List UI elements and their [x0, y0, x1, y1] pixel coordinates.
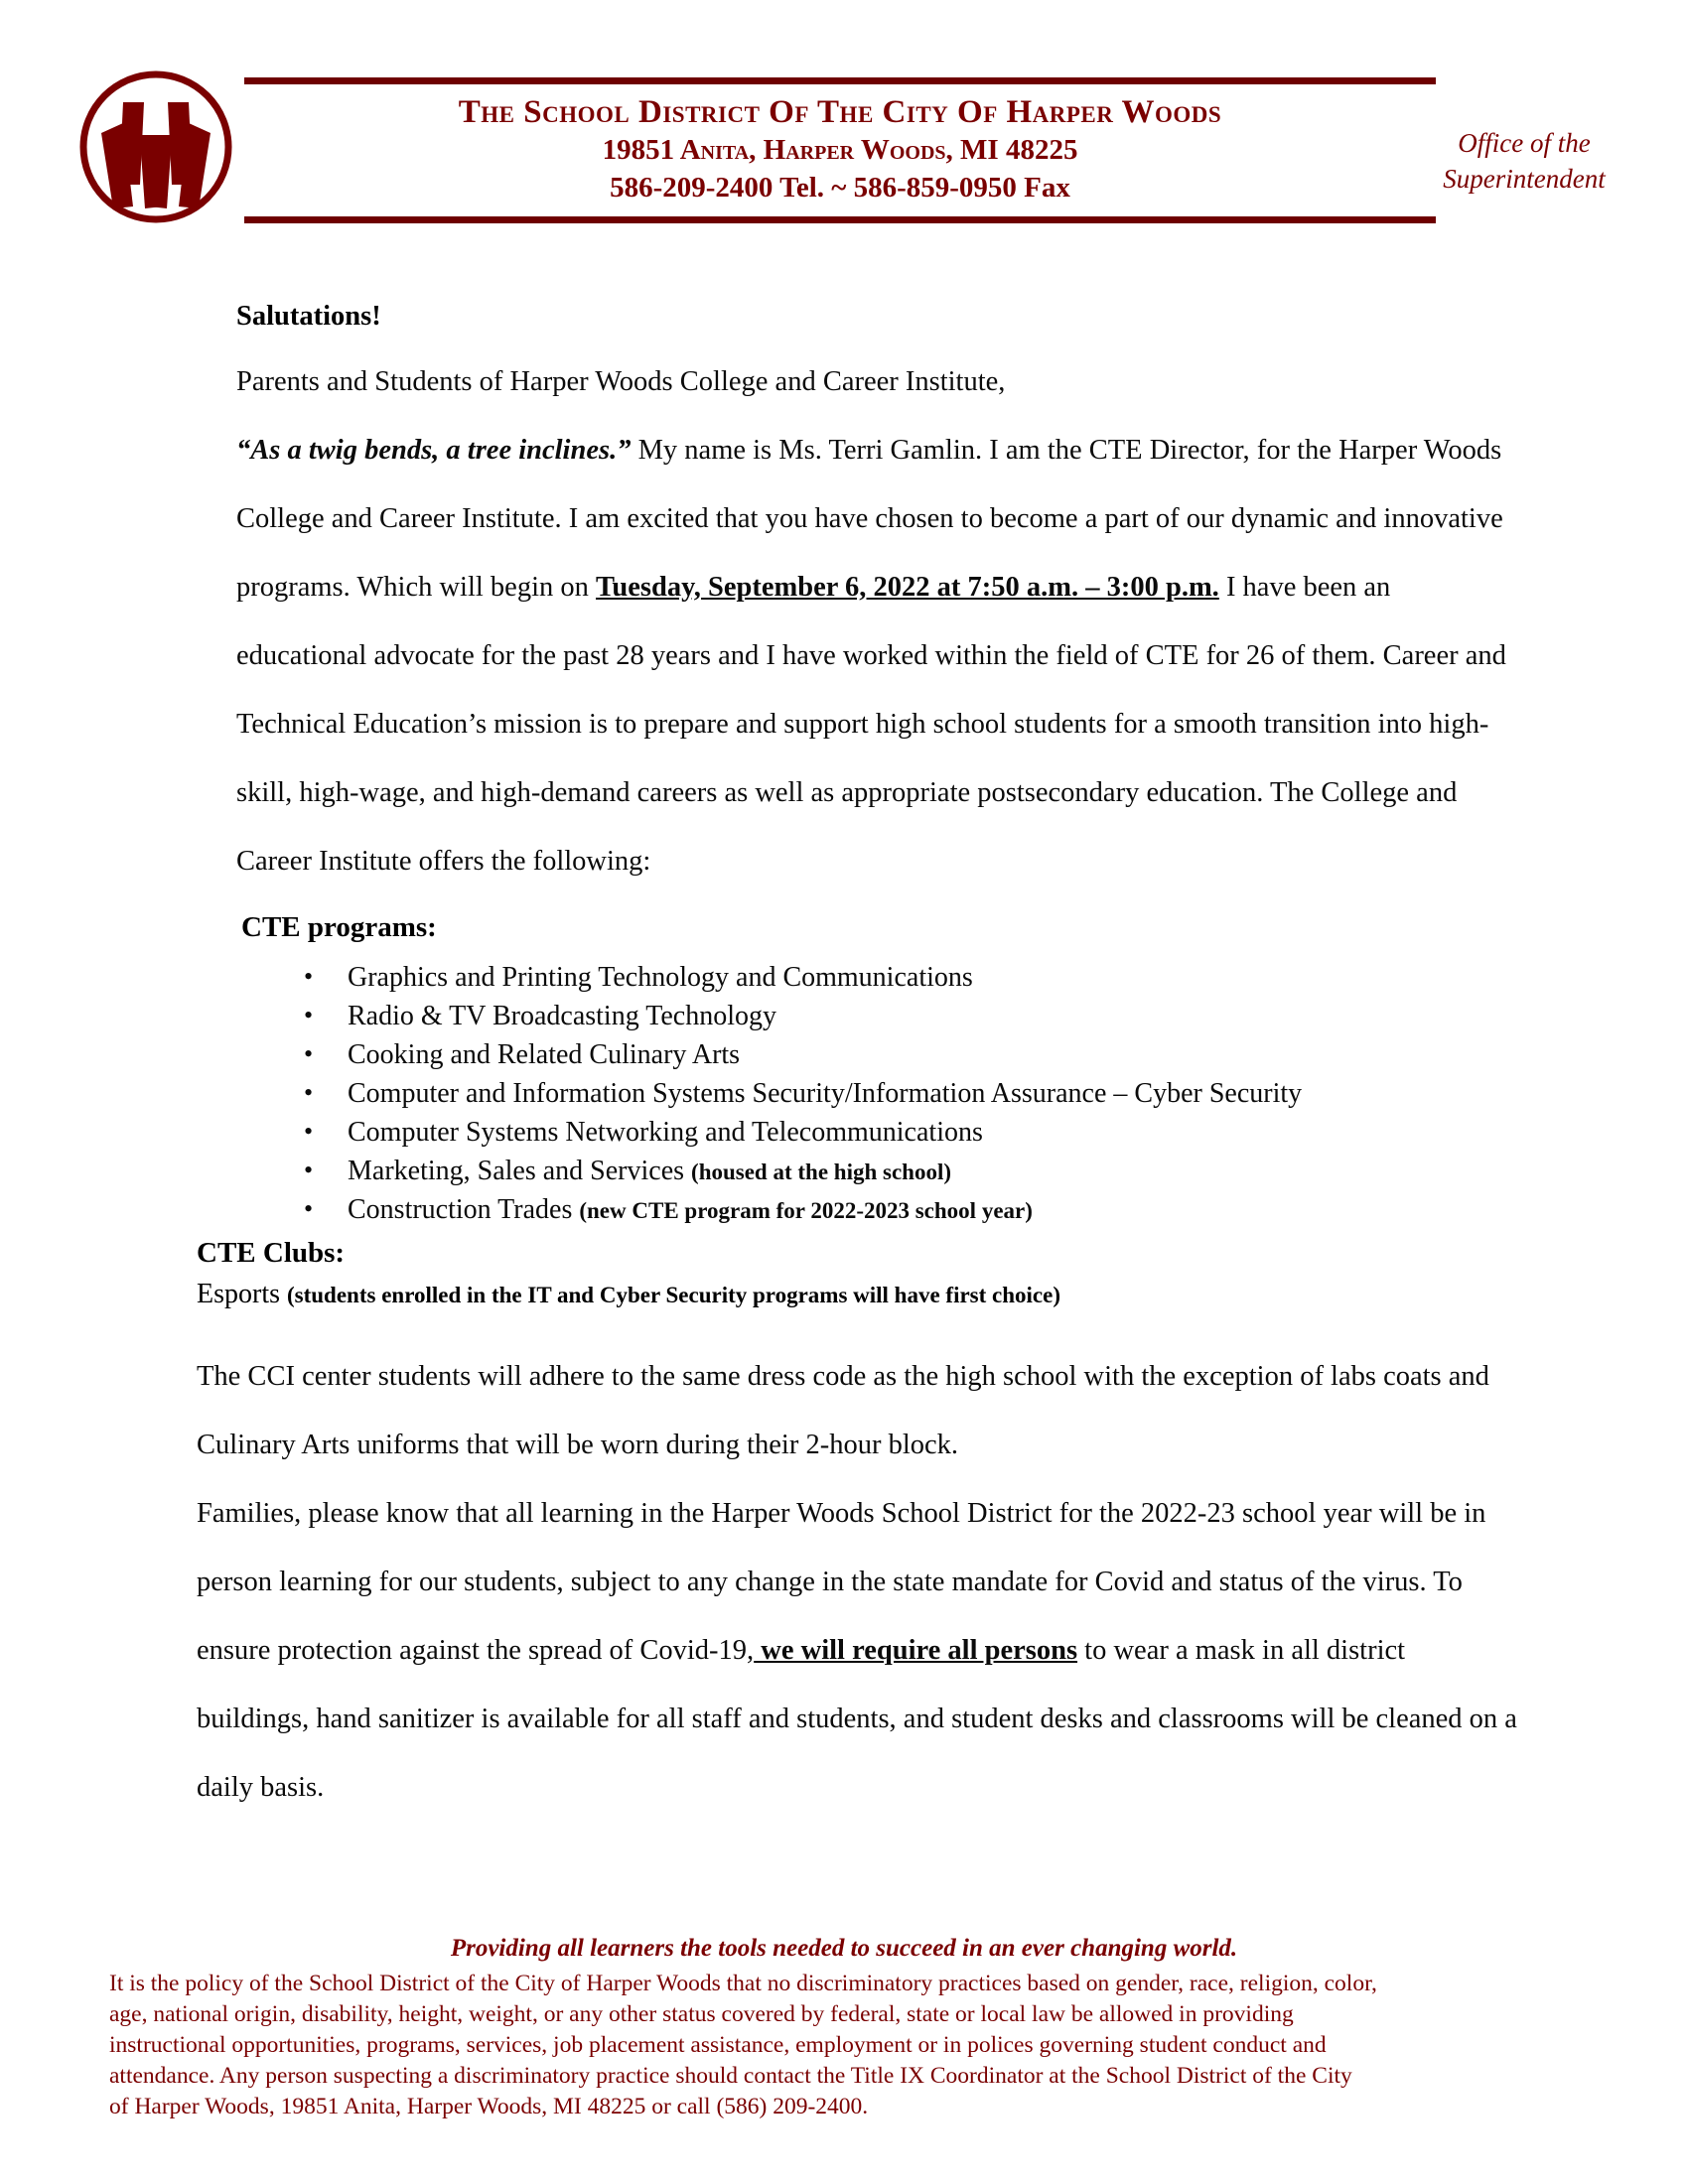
club-note: (students enrolled in the IT and Cyber Security programs will have first choice): [287, 1283, 1061, 1307]
cte-programs-list: [0, 959, 1688, 1230]
program-name: Cooking and Related Culinary Arts: [348, 1039, 741, 1070]
families-text-a: Families, please know that all learning in the Harper Woods School District for the 2022-23 school year will be in person learning for our students, subject to any change in the state mandate for Covid and status of the virus. To ensure protection against the spread of Covid-19,: [197, 1498, 1486, 1666]
list-item: [298, 959, 1688, 998]
intro-text-a: My name is Ms. Terri Gamlin. I am the CTE Director, for the Harper Woods College and Career Institute. I am excited that you have chosen to become a part of our dynamic and innovative programs. Which will begin on: [236, 435, 1503, 603]
program-note: (housed at the high school): [691, 1160, 952, 1184]
bullet-icon: •: [304, 1156, 314, 1184]
families-paragraph: [0, 1479, 1688, 1822]
letter-body: [0, 286, 1688, 1822]
program-name: Computer Systems Networking and Telecommunications: [348, 1117, 983, 1148]
office-of-superintendent: [1380, 125, 1668, 197]
bullet-icon: •: [304, 1039, 314, 1068]
families-text-b: to wear a mask in all district buildings, hand sanitizer is available for all staff and students, and student desks and classrooms will be cleaned on a daily basis.: [197, 1635, 1517, 1803]
office-line-1: Office of the: [1458, 128, 1591, 158]
list-item: [298, 1075, 1688, 1114]
bullet-icon: •: [304, 1078, 314, 1107]
district-motto: Providing all learners the tools needed to succeed in an ever changing world.: [450, 1934, 1238, 1962]
letterhead-top-rule: [244, 77, 1436, 84]
letterhead-center: [244, 77, 1436, 223]
start-date-emphasis: Tuesday, September 6, 2022 at 7:50 a.m. – 3:00 p.m.: [596, 572, 1219, 603]
addressee-line: Parents and Students of Harper Woods College and Career Institute,: [236, 366, 1006, 397]
program-name: Radio & TV Broadcasting Technology: [348, 1001, 776, 1031]
bullet-icon: •: [304, 962, 314, 991]
nondiscrimination-disclaimer: [109, 1969, 1579, 2122]
district-title: The School District Of The City Of Harper Woods: [458, 94, 1222, 130]
program-name: Computer and Information Systems Security/Information Assurance – Cyber Security: [348, 1078, 1303, 1109]
list-item: [298, 1114, 1688, 1153]
program-note: (new CTE program for 2022-2023 school year): [579, 1198, 1033, 1223]
intro-text-b: I have been an educational advocate for the past 28 years and I have worked within the field of CTE for 26 of them. Career and Technical Education’s mission is to prepare and support high school students for a smooth transition into high-skill, high-wage, and high-demand careers as well as appropriate postsecondary education. The College and Career Institute offers the following:: [236, 572, 1506, 877]
clubs-heading: CTE Clubs:: [197, 1237, 346, 1269]
list-item: [298, 998, 1688, 1036]
disclaimer-line: It is the policy of the School District of the City of Harper Woods that no discriminatory practices based on gender, race, religion, color,: [109, 1971, 1377, 1996]
program-name: Graphics and Printing Technology and Communications: [348, 962, 973, 993]
district-address: 19851 Anita, Harper Woods, MI 48225: [602, 133, 1078, 166]
bullet-icon: •: [304, 1194, 314, 1223]
office-line-2: Superintendent: [1443, 164, 1606, 195]
list-item: [298, 1191, 1688, 1230]
disclaimer-line: age, national origin, disability, height, weight, or any other status covered by federal, state or local law be allowed in providing: [109, 2001, 1294, 2027]
hw-monogram-icon: [71, 58, 240, 226]
list-item: [298, 1036, 1688, 1075]
disclaimer-line: instructional opportunities, programs, services, job placement assistance, employment or in polices governing student conduct and: [109, 2032, 1327, 2058]
clubs-item: [0, 1274, 1688, 1316]
salutation: Salutations!: [236, 301, 381, 332]
club-name: Esports: [197, 1279, 287, 1309]
disclaimer-line: attendance. Any person suspecting a discriminatory practice should contact the Title IX Coordinator at the School District of the City: [109, 2063, 1352, 2089]
letterhead-bottom-rule: [244, 216, 1436, 223]
spacer: [0, 1316, 1688, 1342]
twig-quote: “As a twig bends, a tree inclines.”: [236, 435, 632, 466]
bullet-icon: •: [304, 1001, 314, 1029]
program-name: Construction Trades: [348, 1194, 580, 1225]
mask-requirement-emphasis: we will require all persons: [754, 1635, 1078, 1666]
list-item: [298, 1153, 1688, 1191]
page-footer: [0, 1933, 1688, 2122]
letterhead: [0, 0, 1688, 248]
bullet-icon: •: [304, 1117, 314, 1146]
district-phone: 586-209-2400 Tel. ~ 586-859-0950 Fax: [610, 171, 1070, 204]
disclaimer-line: of Harper Woods, 19851 Anita, Harper Woods, MI 48225 or call (586) 209-2400.: [109, 2094, 869, 2119]
district-logo: [71, 58, 240, 226]
dress-code-paragraph: The CCI center students will adhere to the same dress code as the high school with the exception of labs coats and Culinary Arts uniforms that will be worn during their 2-hour block.: [197, 1361, 1489, 1460]
programs-heading: CTE programs:: [241, 911, 437, 943]
program-name: Marketing, Sales and Services: [348, 1156, 692, 1186]
intro-paragraph: [0, 416, 1688, 895]
